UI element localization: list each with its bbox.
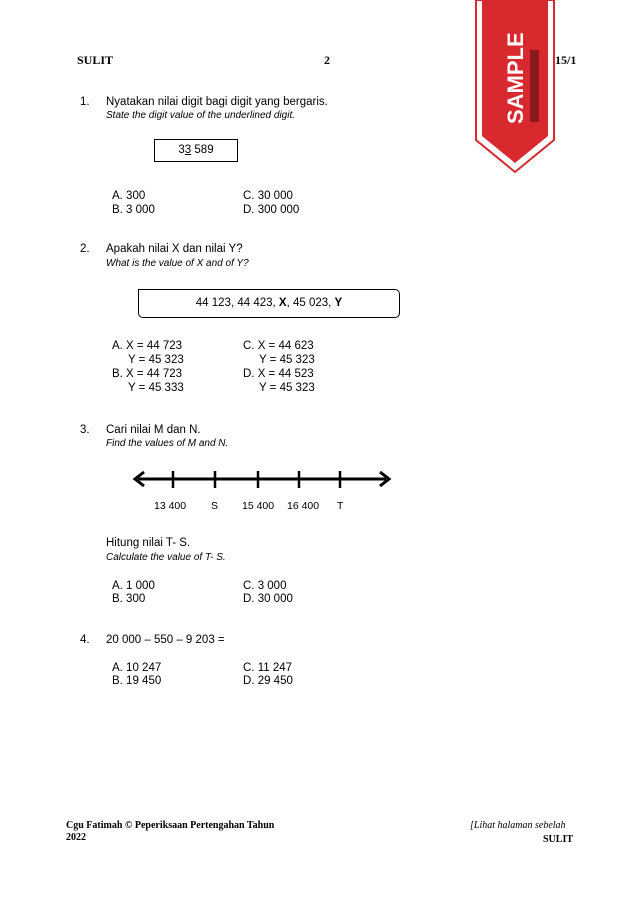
q3-number: 3.: [80, 424, 90, 436]
q2-option-d-x[interactable]: D. X = 44 523: [243, 368, 314, 380]
q1-question-ms: Nyatakan nilai digit bagi digit yang bergaris.: [106, 96, 328, 108]
q2-option-d-y: Y = 45 323: [259, 382, 315, 394]
q2-option-a-x[interactable]: A. X = 44 723: [112, 340, 183, 352]
q2-seq-x: X: [278, 297, 287, 309]
q1-box-rest: 589: [191, 144, 214, 156]
header-sulit: SULIT: [77, 53, 114, 67]
number-line-label-16400: 16 400: [287, 500, 320, 512]
q4-option-c[interactable]: C. 11 247: [243, 662, 293, 674]
q3-option-b[interactable]: B. 300: [112, 593, 146, 605]
q4-number: 4.: [80, 634, 90, 646]
number-line-label-t: T: [337, 500, 344, 512]
q3-option-c[interactable]: C. 3 000: [243, 580, 287, 592]
number-line: [130, 466, 396, 496]
q2-option-c-y: Y = 45 323: [259, 354, 315, 366]
q1-option-b[interactable]: B. 3 000: [112, 204, 155, 216]
q3-option-a[interactable]: A. 1 000: [112, 580, 155, 592]
q2-seq-start: 44 123, 44 423,: [195, 297, 279, 309]
footer-author: Cgu Fatimah © Peperiksaan Pertengahan Tahun: [66, 820, 275, 831]
q3-question-ms: Cari nilai M dan N.: [106, 424, 201, 436]
q2-option-b-x[interactable]: B. X = 44 723: [112, 368, 183, 380]
q2-number: 2.: [80, 243, 90, 255]
q2-seq-y: Y: [334, 297, 343, 309]
number-line-label-13400: 13 400: [154, 500, 187, 512]
q4-option-a[interactable]: A. 10 247: [112, 662, 162, 674]
q3-option-d[interactable]: D. 30 000: [243, 593, 293, 605]
q3-sub-question-en: Calculate the value of T- S.: [106, 552, 226, 563]
number-line-label-15400: 15 400: [242, 500, 275, 512]
footer-sulit: SULIT: [543, 834, 574, 845]
q1-option-d[interactable]: D. 300 000: [243, 204, 300, 216]
footer-next-page: [Lihat halaman sebelah: [470, 820, 566, 831]
q4-option-d[interactable]: D. 29 450: [243, 675, 293, 687]
q1-box-digit: 3: [178, 144, 185, 156]
q1-number: 1.: [80, 96, 90, 108]
page-number: 2: [324, 53, 330, 67]
q2-option-c-x[interactable]: C. X = 44 623: [243, 340, 314, 352]
q3-sub-question-ms: Hitung nilai T- S.: [106, 537, 191, 549]
q4-expression: 20 000 – 550 – 9 203 =: [106, 634, 225, 646]
q3-question-en: Find the values of M and N.: [106, 438, 229, 449]
footer-year: 2022: [66, 832, 86, 843]
q2-question-en: What is the value of X and of Y?: [106, 258, 249, 269]
paper-code: 15/1: [555, 53, 577, 67]
q1-option-a[interactable]: A. 300: [112, 190, 146, 202]
q1-question-en: State the digit value of the underlined digit.: [106, 110, 296, 121]
q2-option-a-y: Y = 45 323: [128, 354, 184, 366]
q2-sequence-box: [138, 289, 400, 318]
q2-question-ms: Apakah nilai X dan nilai Y?: [106, 243, 243, 255]
q2-seq-mid: , 45 023,: [286, 297, 335, 309]
sample-ribbon-label: SAMPLE: [503, 32, 528, 124]
q2-option-b-y: Y = 45 333: [128, 382, 184, 394]
q1-option-c[interactable]: C. 30 000: [243, 190, 293, 202]
q4-option-b[interactable]: B. 19 450: [112, 675, 162, 687]
number-line-label-s: S: [211, 500, 219, 512]
sample-ribbon: [474, 0, 556, 174]
q1-number-box: [154, 139, 238, 162]
q1-underlined-digit: 3: [184, 144, 192, 156]
